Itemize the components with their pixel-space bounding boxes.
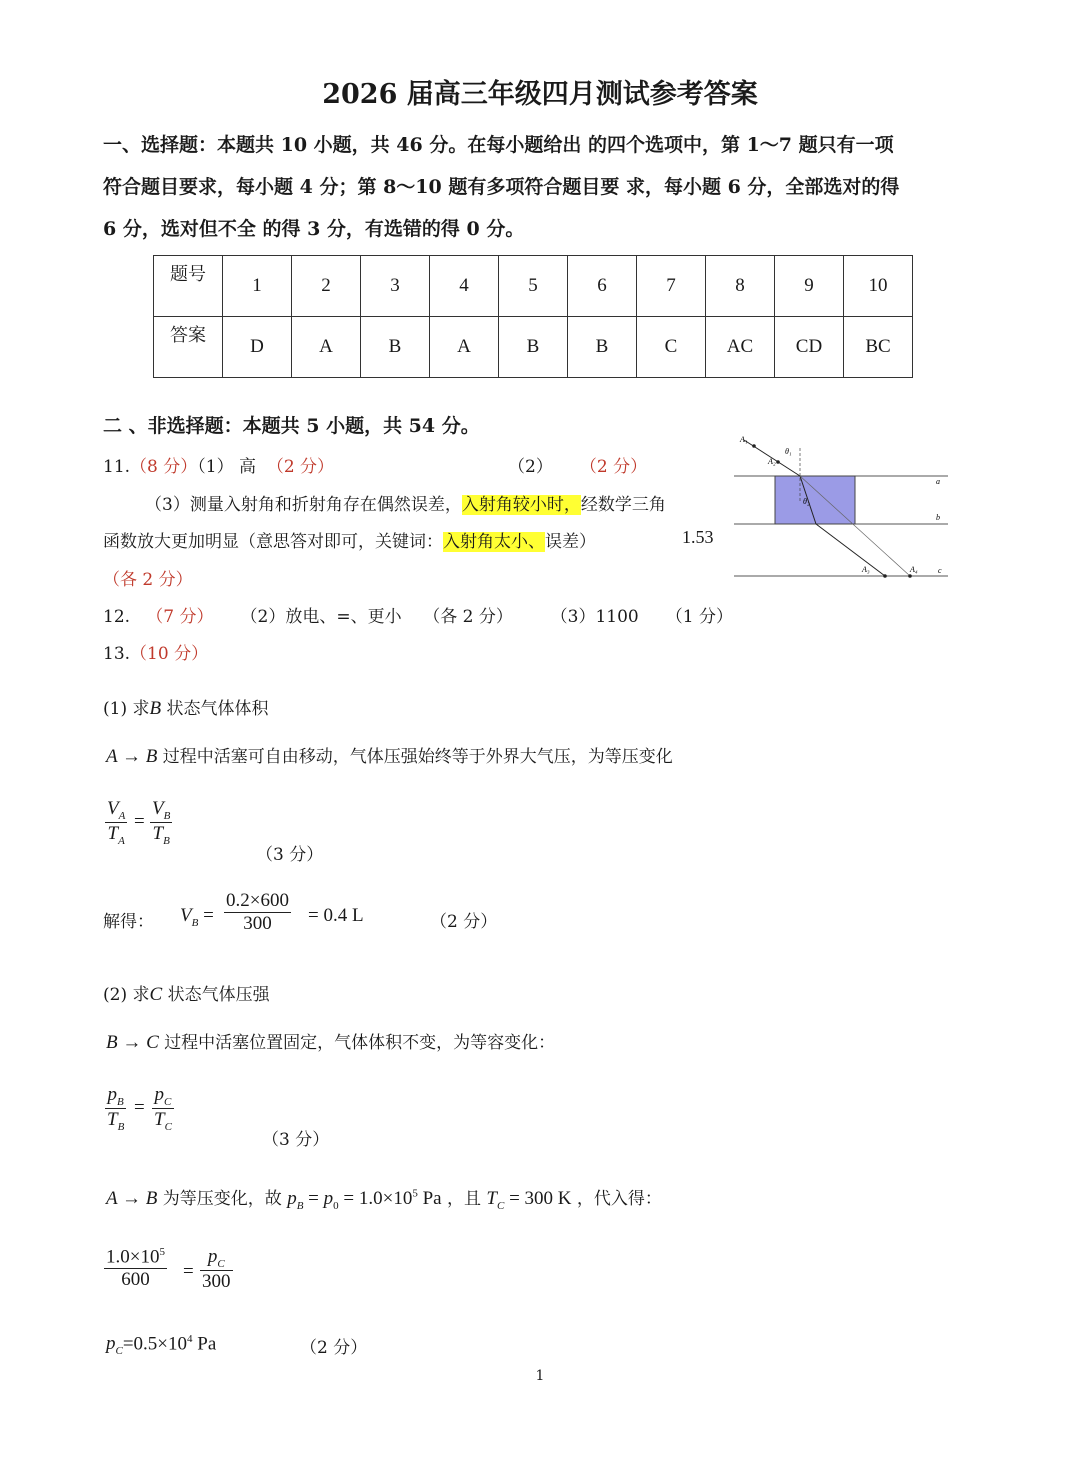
equals-sign: = [134,811,145,832]
q13-pressure-unit: Pa [422,1188,442,1209]
table-cell: 9 [775,256,844,317]
table-cell: A [430,317,499,378]
q11-part1-score: （2 分） [266,457,335,477]
answer-table [153,255,913,378]
q13-p2-desc2: 为等压变化，故 [162,1189,282,1209]
refraction-diagram [732,428,950,582]
q13-part1-title [103,694,269,720]
label-a4: A₄ [910,565,918,574]
table-cell: 5 [499,256,568,317]
q11-line2 [145,490,666,515]
table-cell: 4 [430,256,499,317]
pc-unit: Pa [197,1333,217,1355]
q11-line1 [103,452,334,477]
table-row-numbers [154,256,913,317]
table-cell: A [292,317,361,378]
label-a2: A₂ [768,457,776,466]
table-cell: 6 [568,256,637,317]
vb-var: V [180,905,192,926]
q12-part2: （2）放电、=、更小 [240,607,402,627]
q12-part3-score: （1 分） [665,607,734,627]
label-a1: A₁ [740,435,748,444]
fraction-pb-600: $\frac{1.0\times 10^5}{600}$ [106,1246,165,1291]
q13-pb-value: = 1.0×10 [343,1188,413,1209]
q13-p2-score2: （2 分） [300,1338,368,1358]
table-cell: BC [844,317,913,378]
q13-p2-description: 过程中活塞位置固定，气体体积不变，为等容变化： [164,1033,556,1053]
table-cell: CD [775,317,844,378]
glass-block [775,476,855,524]
q13-p2-title-text: (2) 求 [103,985,150,1005]
fraction-pb-tb: $\frac{p_B}{T_B}$ [107,1084,125,1133]
page-number: 1 [535,1368,545,1384]
table-cell: D [223,317,292,378]
fraction-vb-value [224,890,291,935]
q13-p1-score1: （3 分） [256,845,324,865]
q13-p2-result: $p_C=0.5\times 10^4$ Pa [106,1333,217,1358]
page-title: 2026 届高三年级四月测试参考答案 [322,79,758,110]
q13-number: 13. [103,644,131,664]
q13-score: （10 分） [130,644,209,664]
fraction-vb-tb: $\frac{V_B}{T_B}$ [152,798,171,847]
q13-p2-rest: 状态气体压强 [167,985,270,1005]
fraction-pc-tc: $\frac{p_C}{T_C}$ [154,1084,172,1133]
table-row-answers [154,317,913,378]
q11-part1: （1） 高 [197,457,257,477]
q11-line2-end: 经数学三角 [580,495,666,515]
q11-score: （8 分） [130,457,198,477]
pressure-numerator: 1.0×10 [106,1246,160,1268]
label-a-line: a [936,477,940,486]
table-cell: B [361,317,430,378]
q13-p2-score1: （3 分） [262,1130,330,1150]
q11-line4: （各 2 分） [103,570,193,590]
q11-number: 11. [103,457,131,477]
q13-p1-var: B [149,698,162,719]
q13-p1-rest: 状态气体体积 [166,699,269,719]
section2-header: 二 、非选择题：本题共 5 小题，共 54 分。 [103,415,480,437]
label-c-line: c [938,566,942,575]
table-cell: 3 [361,256,430,317]
row-label-number: 题号 [154,256,223,317]
q12-number: 12. [103,607,131,627]
table-cell: 1 [223,256,292,317]
fraction-va-ta: $\frac{V_A}{T_A}$ [107,798,126,847]
fraction-pc-300: $\frac{p_C}{300}$ [202,1246,231,1292]
pin-a2 [776,460,780,464]
vb-numerator: 0.2×600 [226,890,289,911]
section1-line2: 符合题目要求，每小题 4 分；第 8～10 题有多项符合题目要 求，每小题 6 分，全部选对的得 [103,176,900,198]
pin-a3 [883,574,887,578]
q11-line2-text: （3）测量入射角和折射角存在偶然误差， [145,495,462,515]
table-cell: 10 [844,256,913,317]
row-label-answer: 答案 [154,317,223,378]
q13-solve-label: 解得： [103,912,154,932]
q13-vb-symbol: $V_B$ = [180,905,214,929]
q11-part2-label: （2） [508,457,553,477]
pin-a1 [752,444,756,448]
table-cell: B [568,317,637,378]
q13-p1-score2: （2 分） [430,912,498,932]
label-theta1: θ₁ [785,447,792,456]
q12-score: （7 分） [146,607,214,627]
temp-600: 600 [121,1269,150,1291]
section1-line3: 6 分，选对但不全 的得 3 分，有选错的得 0 分。 [103,218,525,240]
q11-line3-end: 误差） [545,532,596,552]
label-b-line: b [936,513,940,522]
q13-p2-given: A → B 为等压变化，故 $p_B = p_0 = 1.0\times 10^5$ Pa ，且 $T_C = 300$ K ，代入得： [106,1187,662,1212]
table-cell: C [637,317,706,378]
q12-part3: （3）1100 [550,607,639,627]
temp-300: 300 [202,1270,231,1292]
q13-part1-process [106,742,673,768]
vb-denominator: 300 [243,913,272,934]
equals-sign-3: = [183,1261,194,1282]
q13-and: ，且 [446,1189,481,1209]
equals-sign-2: = [134,1097,145,1118]
label-a3: A₃ [862,565,870,574]
q11-line3-text: 函数放大更加明显（意思答对即可，关键词： [103,532,443,552]
q11-line3 [103,527,596,552]
section1-line1: 一、选择题：本题共 10 小题，共 46 分。在每小题给出 的四个选项中，第 1～7 题只有一项 [103,134,894,156]
q13-p1-process-label: A → B [106,746,158,767]
table-cell: AC [706,317,775,378]
q13-p2-process-label: B → C [106,1032,159,1053]
table-cell: 8 [706,256,775,317]
q11-part2 [508,452,647,477]
q13-p1-description: 过程中活塞可自由移动，气体压强始终等于外界大气压，为等压变化 [162,747,673,767]
q12-line [103,602,733,627]
q13-substitute: ，代入得： [576,1189,662,1209]
pin-a4 [908,574,912,578]
q13-part2-process [106,1028,555,1054]
table-cell: 2 [292,256,361,317]
q13-p1-title-text: (1) 求 [103,699,150,719]
q12-part2-score: （各 2 分） [423,607,513,627]
table-cell: 7 [637,256,706,317]
emergent-ray [816,524,885,576]
table-cell: B [499,317,568,378]
q11-part2-score: （2 分） [579,457,648,477]
pc-value: =0.5×10 [122,1333,188,1355]
q13-p2-process2: A → B [106,1188,158,1209]
q13-tc-value: = 300 K [509,1188,572,1209]
q11-highlight-2: 入射角太小、 [443,532,545,552]
q13-header [103,639,208,664]
q11-value: 1.53 [682,527,714,547]
q13-p1-result: = 0.4 L [308,905,364,926]
q13-p2-var: C [149,984,163,1005]
q11-highlight-1: 入射角较小时， [461,495,581,515]
label-theta2: θ₂ [803,497,810,506]
q13-part2-title [103,980,270,1006]
